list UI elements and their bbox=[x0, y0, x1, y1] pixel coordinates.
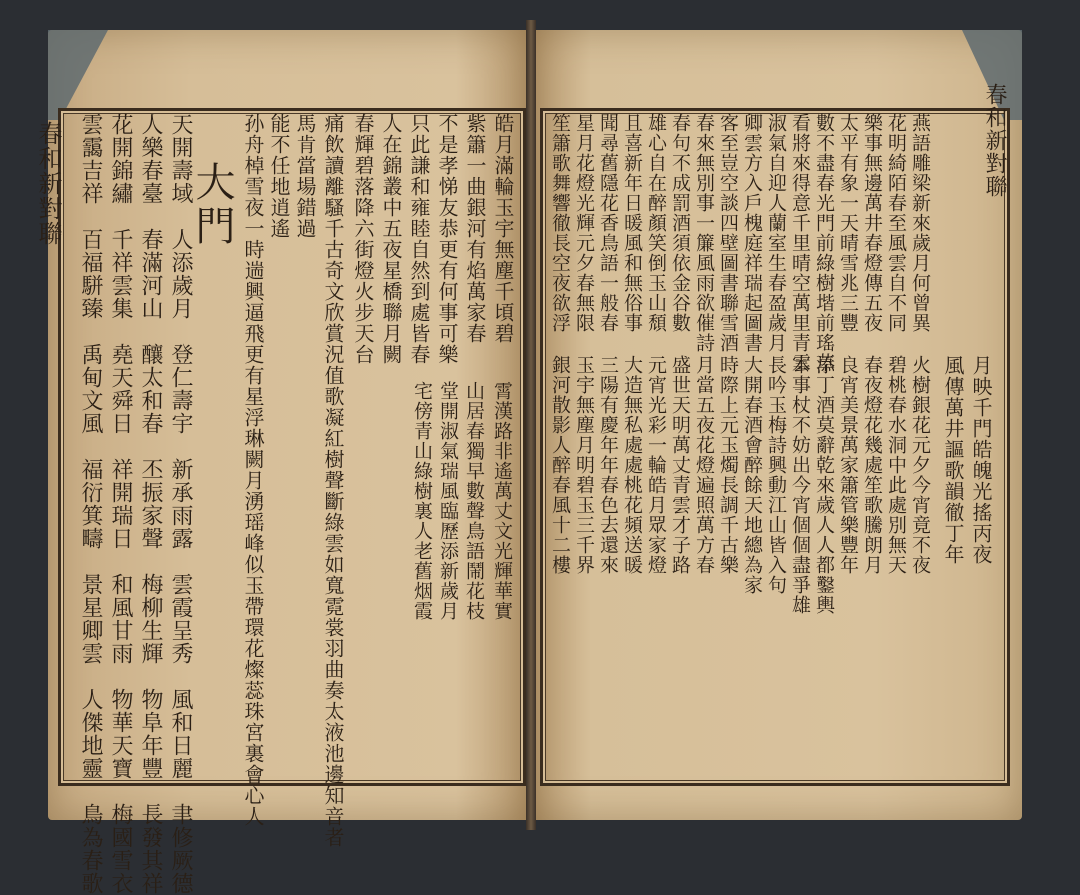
verse-column: 孙舟棹雪夜一時遄興逼飛更有星浮琳闕月湧瑶峰似玉帶環花燦蕊珠宮裏會心人 bbox=[241, 113, 265, 827]
verse-column: 碧桃春水洞中此處別無天 bbox=[885, 355, 907, 575]
verse-column: 大開春酒會醉餘天地總為家 bbox=[741, 355, 763, 595]
verse-column: 笙簫歌舞響徹長空夜欲浮 bbox=[549, 113, 571, 333]
verse-column: 本事杖不妨出今宵個個盡爭雄 bbox=[789, 355, 811, 615]
verse-column: 客至豈空談四壁圖書聯雪酒 bbox=[717, 113, 739, 353]
verse-column: 卿雲方入戶槐庭祥瑞起圖書 bbox=[741, 113, 763, 353]
verse-column: 盛世天明萬丈青雲才子路 bbox=[669, 355, 691, 575]
doorway-column: 雲靄吉祥 百福駢臻 禹甸文風 福衍箕疇 景星卿雲 人傑地靈 鳥為春歌 bbox=[78, 113, 103, 895]
verse-column: 能不任地逍遙 bbox=[267, 113, 291, 239]
left-margin-title: 春和新對聯 bbox=[34, 121, 62, 246]
verse-column: 皓月滿輪玉宇無塵千頃碧 bbox=[491, 113, 515, 344]
verse-column: 霄漢路非遙萬丈文光輝華實 bbox=[491, 381, 513, 621]
verse-column: 樂事無邊萬井春燈傳五夜 bbox=[861, 113, 883, 333]
verse-column: 看將來得意千里晴空萬里青雲 bbox=[789, 113, 811, 373]
verse-column: 燕語雕梁新來歲月何曾異 bbox=[909, 113, 931, 333]
verse-column: 風傳萬井謳歌韻徹丁年 bbox=[941, 355, 965, 565]
verse-column: 痛飲讀離騷千古奇文欣賞況值歌凝紅樹聲斷綠雲如寬霓裳羽曲奏太液池邊知音者 bbox=[321, 113, 345, 848]
verse-column: 火樹銀花元夕今宵竟不夜 bbox=[909, 355, 931, 575]
section-title: 大門 bbox=[189, 161, 235, 249]
doorway-column: 人樂春臺 春滿河山 釀太和春 丕振家聲 梅柳生輝 物阜年豐 長發其祥 bbox=[138, 113, 163, 895]
verse-column: 春句不成罰酒須依金谷數 bbox=[669, 113, 691, 333]
verse-column: 人在錦叢中五夜星橋聯月闕 bbox=[379, 113, 403, 365]
doorway-column: 花開錦繡 千祥雲集 堯天舜日 祥開瑞日 和風甘雨 物華天寶 梅國雪衣 bbox=[108, 113, 133, 895]
right-page-frame bbox=[540, 83, 1010, 786]
verse-column: 聞尋舊隱花香鳥語一般春 bbox=[597, 113, 619, 333]
verse-column: 只此謙和雍睦自然到處皆春 bbox=[407, 113, 431, 365]
verse-column: 太平有象一天晴雪兆三豐 bbox=[837, 113, 859, 333]
verse-column: 且喜新年日暖風和無俗事 bbox=[621, 113, 643, 333]
verse-column: 三陽有慶年年春色去還來 bbox=[597, 355, 619, 575]
verse-column: 堂開淑氣瑞風臨歷添新歲月 bbox=[437, 381, 459, 621]
verse-column: 不是孝悌友恭更有何事可樂 bbox=[435, 113, 459, 365]
verse-column: 數不盡春光門前綠樹堦前瑤草 bbox=[813, 113, 835, 373]
verse-column: 春輝碧落降六街燈火步天台 bbox=[351, 113, 375, 365]
verse-column: 春夜燈花幾處笙歌騰朗月 bbox=[861, 355, 883, 575]
verse-column: 星月花燈光輝元夕春無限 bbox=[573, 113, 595, 333]
verse-column: 長吟玉梅詩興動江山皆入句 bbox=[765, 355, 787, 595]
verse-column: 添丁酒莫辭乾來歲人人都鑿輿 bbox=[813, 355, 835, 615]
verse-column: 玉宇無塵月明碧玉三千界 bbox=[573, 355, 595, 575]
verse-column: 紫簫一曲銀河有焰萬家春 bbox=[463, 113, 487, 344]
verse-column: 良宵美景萬家簫管樂豐年 bbox=[837, 355, 859, 575]
verse-column: 雄心自在醉顏笑倒玉山頹 bbox=[645, 113, 667, 333]
verse-column: 馬肯當場錯過 bbox=[293, 113, 317, 239]
verse-column: 時際上元玉燭長調千古樂 bbox=[717, 355, 739, 575]
verse-column: 大造無私處處桃花頻送暖 bbox=[621, 355, 643, 575]
verse-column: 淑氣自迎人蘭室生春盈歲月 bbox=[765, 113, 787, 353]
book-spine bbox=[526, 20, 536, 830]
verse-column: 山居春獨早數聲鳥語鬧花枝 bbox=[463, 381, 485, 621]
left-page-frame bbox=[34, 108, 526, 895]
verse-column: 銀河散影人醉春風十二樓 bbox=[549, 355, 571, 575]
verse-column: 宅傍青山綠樹裏人老舊烟霞 bbox=[411, 381, 433, 621]
verse-column: 春來無別事一簾風雨欲催詩 bbox=[693, 113, 715, 353]
verse-column: 月映千門皓魄光搖丙夜 bbox=[969, 355, 993, 565]
verse-column: 花明綺陌春至風雲自不同 bbox=[885, 113, 907, 333]
verse-column: 元宵光彩一輪皓月眾家燈 bbox=[645, 355, 667, 575]
verse-column: 月當五夜花燈遍照萬方春 bbox=[693, 355, 715, 575]
right-margin-title: 春和新對聯 bbox=[982, 83, 1007, 198]
doorway-column: 天開壽域 人添歲月 登仁壽宇 新承雨露 雲霞呈秀 風和日麗 聿修厥德 bbox=[168, 113, 193, 895]
